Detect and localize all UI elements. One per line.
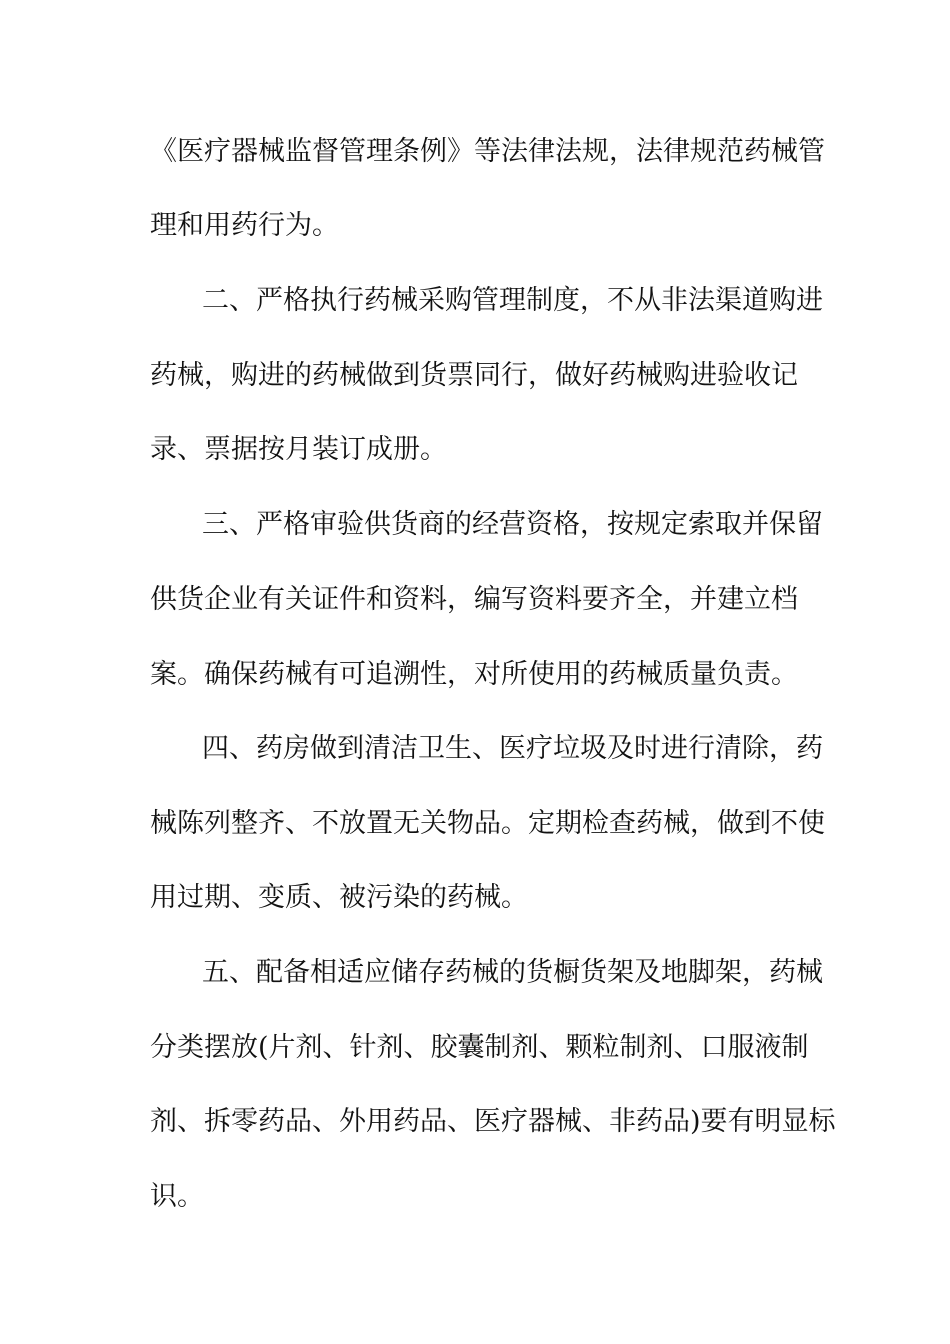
paragraph-line: 药械，购进的药械做到货票同行，做好药械购进验收记	[150, 360, 798, 391]
paragraph-line: 理和用药行为。	[150, 210, 339, 241]
paragraph-line: 剂、拆零药品、外用药品、医疗器械、非药品)要有明显标	[150, 1106, 836, 1137]
paragraph-line: 用过期、变质、被污染的药械。	[150, 882, 528, 913]
paragraph-line: 三、严格审验供货商的经营资格，按规定索取并保留	[202, 509, 823, 540]
paragraph-line: 四、药房做到清洁卫生、医疗垃圾及时进行清除，药	[202, 733, 823, 764]
paragraph-line: 供货企业有关证件和资料，编写资料要齐全，并建立档	[150, 584, 798, 615]
paragraph-line: 案。确保药械有可追溯性，对所使用的药械质量负责。	[150, 659, 798, 690]
paragraph-line: 分类摆放(片剂、针剂、胶囊制剂、颗粒制剂、口服液制	[150, 1032, 809, 1063]
paragraph-line: 五、配备相适应储存药械的货橱货架及地脚架，药械	[202, 957, 823, 988]
paragraph-line: 二、严格执行药械采购管理制度，不从非法渠道购进	[202, 285, 823, 316]
paragraph-line: 录、票据按月装订成册。	[150, 434, 447, 465]
paragraph-line: 械陈列整齐、不放置无关物品。定期检查药械，做到不使	[150, 808, 825, 839]
paragraph-line: 《医疗器械监督管理条例》等法律法规，法律规范药械管	[150, 136, 825, 167]
paragraph-line: 识。	[150, 1181, 204, 1212]
